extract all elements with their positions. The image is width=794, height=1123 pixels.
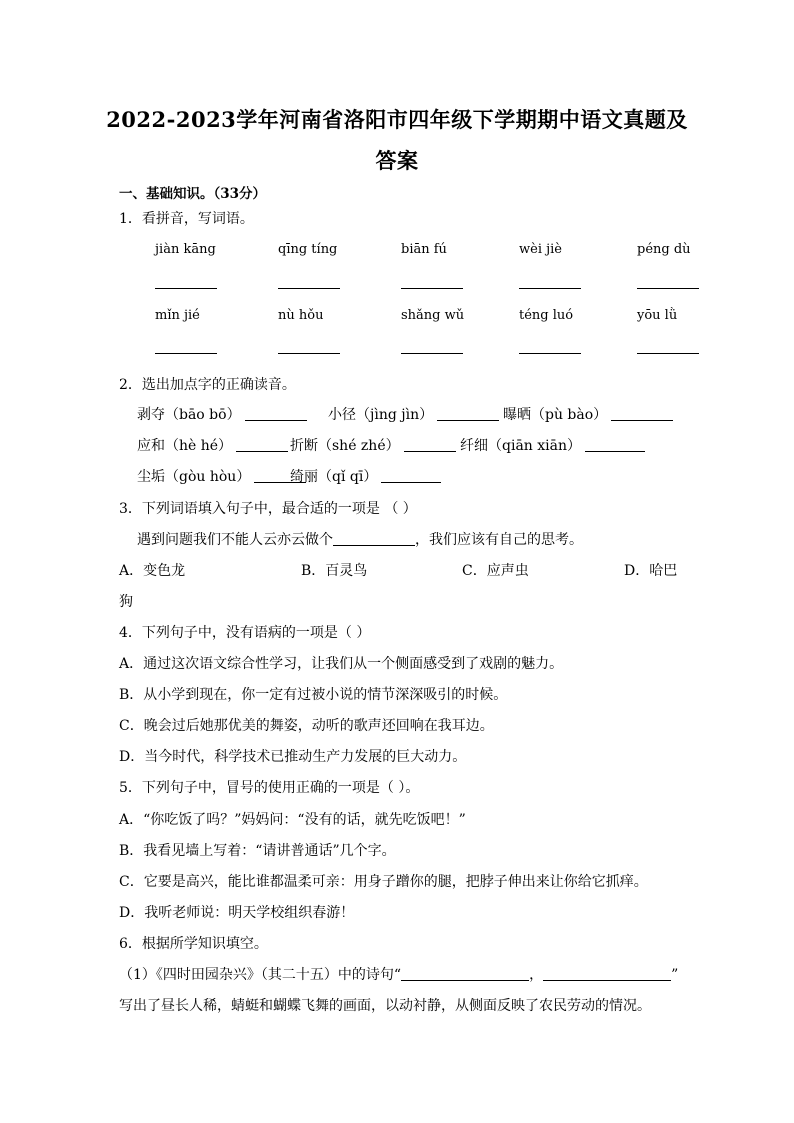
option-a[interactable]: A．变色龙 [119, 563, 186, 579]
question-3-stem: 3．下列词语填入句子中，最合适的一项是 （ ） [119, 501, 417, 517]
reading-item-label: 折断（shé zhé） [290, 438, 400, 454]
reading-item [137, 404, 307, 424]
answer-blank[interactable] [543, 966, 671, 981]
pinyin-item: qīng tíng [278, 242, 338, 257]
pinyin-item: wèi jiè [519, 242, 562, 257]
option-b[interactable]: B．百灵鸟 [301, 563, 368, 579]
pinyin-item: péng dù [637, 242, 691, 257]
option-d[interactable]: D．我听老师说：明天学校组织春游！ [119, 905, 355, 921]
reading-item-label: 应和（hè hé） [137, 438, 233, 454]
answer-blank[interactable] [401, 288, 463, 289]
answer-blank[interactable] [245, 406, 307, 421]
option-d[interactable]: D．当今时代，科学技术已推动生产力发展的巨大动力。 [119, 749, 467, 765]
answer-blank[interactable] [155, 353, 217, 354]
reading-item [290, 466, 441, 486]
pinyin-item: biān fú [401, 242, 447, 257]
question-2-stem: 2．选出加点字的正确读音。 [119, 377, 296, 393]
pinyin-item: mǐn jié [155, 308, 200, 323]
reading-item [290, 435, 456, 455]
answer-blank[interactable] [637, 288, 699, 289]
page-title-continued: 答案 [375, 148, 419, 173]
reading-item [460, 435, 645, 455]
answer-blank[interactable] [155, 288, 217, 289]
option-b[interactable]: B．从小学到现在，你一定有过被小说的情节深深吸引的时候。 [119, 687, 508, 703]
reading-item-label: 小径（jìng jìn） [328, 407, 434, 423]
answer-blank[interactable] [404, 437, 456, 452]
answer-blank[interactable] [611, 406, 673, 421]
answer-blank[interactable] [333, 531, 415, 546]
page-title: 2022-2023学年河南省洛阳市四年级下学期期中语文真题及 [106, 107, 688, 132]
sentence-text: ，我们应该有自己的思考。 [415, 532, 583, 548]
answer-blank[interactable] [519, 353, 581, 354]
reading-item-label: 尘垢（gòu hòu） [137, 469, 251, 485]
sub-question-text: （1）《四时田园杂兴》（其二十五）中的诗句“ [119, 967, 402, 983]
answer-blank[interactable] [637, 353, 699, 354]
pinyin-item: nù hǒu [278, 308, 324, 323]
option-d[interactable]: D．哈巴 [624, 563, 678, 579]
option-c[interactable]: C．晚会过后她那优美的舞姿，动听的歌声还回响在我耳边。 [119, 718, 494, 734]
sentence-text: 遇到问题我们不能人云亦云做个 [137, 532, 333, 548]
question-6-stem: 6．根据所学知识填空。 [119, 936, 268, 952]
question-1-stem: 1．看拼音，写词语。 [119, 211, 254, 227]
reading-item [503, 404, 673, 424]
answer-blank[interactable] [236, 437, 288, 452]
answer-blank[interactable] [437, 406, 499, 421]
answer-blank[interactable] [401, 966, 529, 981]
option-d-continued: 狗 [119, 594, 133, 610]
reading-item [137, 466, 306, 486]
punctuation: ， [529, 967, 544, 983]
question-6-sub-1 [119, 964, 678, 984]
answer-blank[interactable] [381, 468, 441, 483]
question-4-stem: 4．下列句子中，没有语病的一项是（ ） [119, 625, 371, 641]
answer-blank[interactable] [278, 353, 340, 354]
question-5-stem: 5．下列句子中，冒号的使用正确的一项是（ ）。 [119, 780, 420, 796]
punctuation: ” [671, 967, 679, 983]
section-heading: 一、基础知识。（33分） [119, 186, 267, 202]
answer-blank[interactable] [278, 288, 340, 289]
option-c[interactable]: C．应声虫 [462, 563, 529, 579]
option-b[interactable]: B．我看见墙上写着：“请讲普通话”几个字。 [119, 843, 396, 859]
reading-item [137, 435, 288, 455]
option-a[interactable]: A．通过这次语文综合性学习，让我们从一个侧面感受到了戏剧的魅力。 [119, 656, 564, 672]
pinyin-item: yōu lǜ [637, 308, 678, 323]
answer-blank[interactable] [585, 437, 645, 452]
pinyin-item: jiàn kāng [155, 242, 216, 257]
question-3-sentence [137, 529, 583, 549]
answer-blank[interactable] [519, 288, 581, 289]
option-c[interactable]: C．它要是高兴，能比谁都温柔可亲：用身子蹭你的腿，把脖子伸出来让你给它抓痒。 [119, 874, 648, 890]
reading-item-label: 绮丽（qǐ qī） [290, 469, 378, 485]
option-a[interactable]: A．“你吃饭了吗？”妈妈问：“没有的话，就先吃饭吧！” [119, 812, 466, 828]
reading-item-label: 曝晒（pù bào） [503, 407, 608, 423]
pinyin-item: shǎng wǔ [401, 308, 465, 323]
reading-item-label: 剥夺（bāo bō） [137, 407, 241, 423]
question-6-sub-1-continued: 写出了昼长人稀，蜻蜓和蝴蝶飞舞的画面，以动衬静，从侧面反映了农民劳动的情况。 [119, 998, 651, 1014]
reading-item-label: 纤细（qiān xiān） [460, 438, 581, 454]
reading-item [328, 404, 499, 424]
pinyin-item: téng luó [519, 308, 574, 323]
answer-blank[interactable] [401, 353, 463, 354]
